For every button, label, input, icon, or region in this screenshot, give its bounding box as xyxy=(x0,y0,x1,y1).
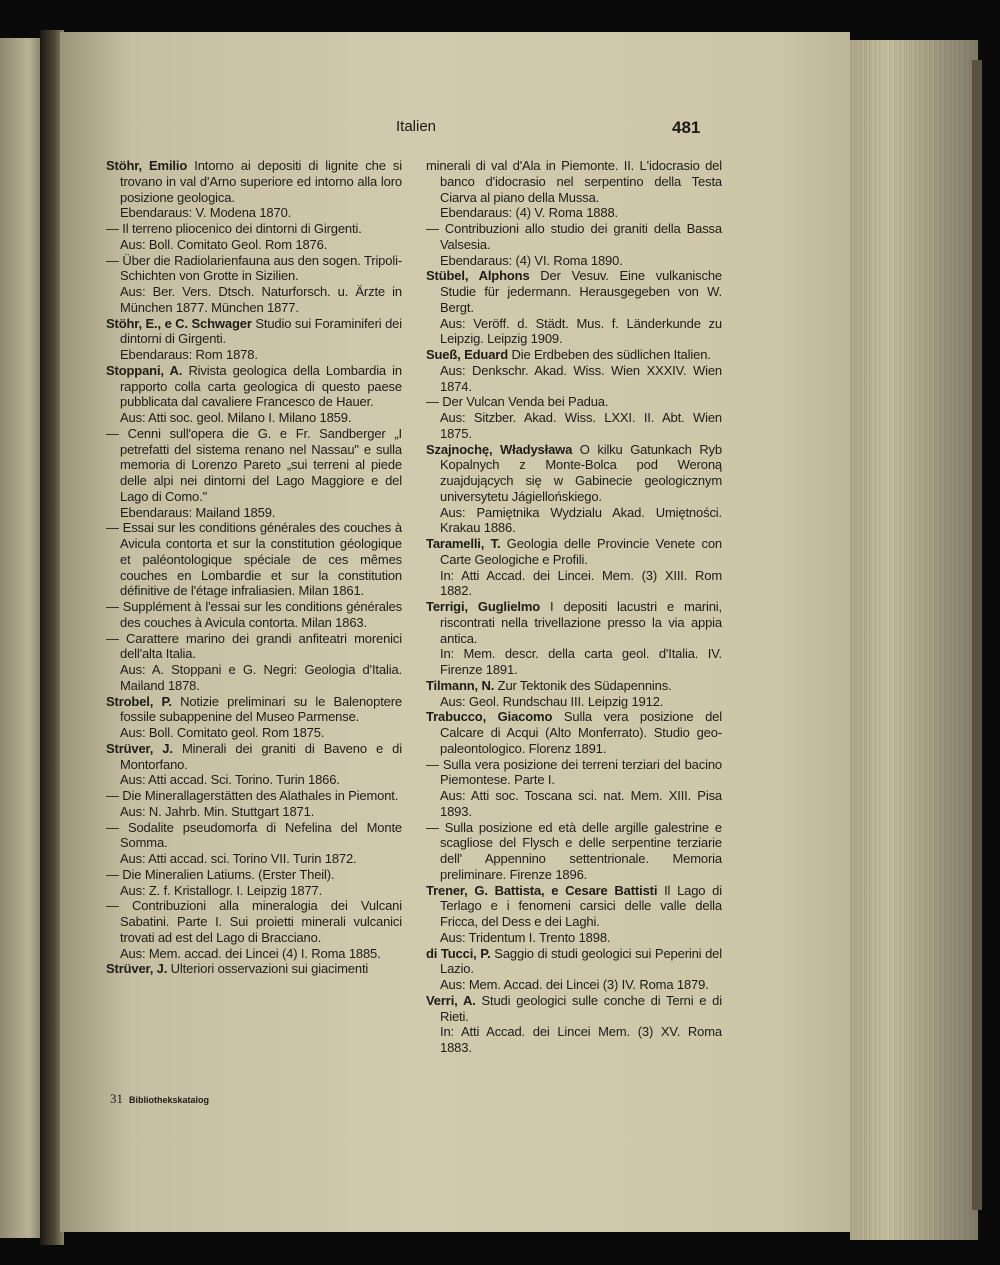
catalog-entry xyxy=(106,426,402,521)
catalog-entry xyxy=(106,599,402,631)
catalog-entry xyxy=(106,820,402,867)
catalog-entry xyxy=(426,158,722,221)
entry-title: Rivista geologica della Lombardia in rapporto colla carta geologica di questo paese pubblicata dal cavaliere Francesco de Hauer. xyxy=(120,362,403,410)
entry-title-line xyxy=(426,709,722,756)
entry-author: Trener, G. Battista, e Cesare Battisti xyxy=(426,882,658,898)
entry-title-line xyxy=(106,898,402,945)
entry-author: Strobel, P. xyxy=(106,693,172,709)
catalog-entry xyxy=(426,347,722,394)
catalog-entry xyxy=(426,442,722,537)
entry-title-line xyxy=(106,694,402,726)
entry-source: Aus: Boll. Comitato Geol. Rom 1876. xyxy=(120,236,328,252)
entry-source: Aus: Mem. Accad. dei Lincei (3) IV. Roma 1879. xyxy=(440,977,709,992)
entry-title-line xyxy=(426,347,722,363)
signature-mark xyxy=(110,1091,209,1107)
catalog-entry xyxy=(106,221,402,253)
entry-author: Verri, A. xyxy=(426,992,476,1008)
catalog-entry xyxy=(426,394,722,441)
entry-source: Aus: Sitzber. Akad. Wiss. LXXI. II. Abt. Wien 1875. xyxy=(440,410,722,441)
running-head: Italien xyxy=(396,118,437,135)
entry-source: Aus: N. Jahrb. Min. Stuttgart 1871. xyxy=(120,803,315,819)
entry-source: Aus: Denkschr. Akad. Wiss. Wien XXXIV. Wien 1874. xyxy=(440,362,722,394)
entry-title: I depositi lacustri e marini, riscontrati nella trivellazione presso la via appia antica. xyxy=(440,599,722,646)
catalog-entry xyxy=(106,253,402,316)
entry-title-line xyxy=(426,394,722,410)
catalog-entry xyxy=(106,788,402,820)
entry-title-line xyxy=(426,993,722,1025)
entry-title: — Essai sur les conditions générales des couches à Avicula contorta et sur la constitution géologique et paléontologique spéciale de ces mêmes couches en Lombardie et sur la constitution définitive de l'étage infraliasien. Milan 1861. xyxy=(106,520,402,599)
entry-title: — Cenni sull'opera die G. e Fr. Sandberger „I petrefatti del sistema renano nel Nassau" e sulla memoria di Lorenzo Pareto „sui terreni al piede delle alpi nei dintorni del Lago Maggiore e del Lago di Como." xyxy=(106,425,402,504)
entry-title-line xyxy=(106,961,402,977)
entry-source: In: Mem. descr. della carta geol. d'Italia. IV. Firenze 1891. xyxy=(440,646,722,677)
entry-title-line xyxy=(106,788,402,804)
catalog-entry xyxy=(426,946,722,993)
catalog-entry xyxy=(426,268,722,347)
catalog-entry xyxy=(426,599,722,678)
entry-author: di Tucci, P. xyxy=(426,945,491,961)
entry-author: Terrigi, Guglielmo xyxy=(426,599,541,614)
entry-title: Studio sui Foraminiferi dei dintorni di Girgenti. xyxy=(120,315,402,347)
entry-title: — Contribuzioni allo studio dei graniti della Bassa Valsesia. xyxy=(426,221,722,252)
entry-source: Aus: Boll. Comitato geol. Rom 1875. xyxy=(120,725,325,740)
entry-source: Aus: Z. f. Kristallogr. I. Leipzig 1877. xyxy=(120,882,323,898)
entry-title-line xyxy=(106,867,402,883)
catalog-entry xyxy=(106,316,402,363)
entry-author: Szajnochę, Władysława xyxy=(426,441,573,457)
entry-title: Ulteriori osservazioni sui giacimenti xyxy=(167,961,369,977)
entry-author: Strüver, J. xyxy=(106,740,173,756)
catalog-entry xyxy=(426,536,722,599)
entry-source: Aus: Veröff. d. Städt. Mus. f. Länderkunde zu Leipzig. Leipzig 1909. xyxy=(440,315,722,347)
entry-author: Sueß, Eduard xyxy=(426,347,508,362)
entry-title-line xyxy=(106,253,402,285)
entry-title: — Contribuzioni alla mineralogia dei Vulcani Sabatini. Parte I. Sui proietti minerali vulcanici trovati ad est del Lago di Bracciano. xyxy=(106,898,402,945)
catalog-entry xyxy=(426,221,722,268)
entry-title-line xyxy=(426,221,722,253)
entry-title-line xyxy=(106,741,402,773)
entry-title: — Sodalite pseudomorfa di Nefelina del Monte Somma. xyxy=(106,819,402,851)
entry-source: Aus: Ber. Vers. Dtsch. Naturforsch. u. Ärzte in München 1877. München 1877. xyxy=(120,284,402,315)
right-column xyxy=(426,158,722,1056)
entry-title-line xyxy=(106,221,402,237)
entry-title: Minerali dei graniti di Baveno e di Montorfano. xyxy=(120,740,402,772)
entry-title: — Supplément à l'essai sur les conditions générales des couches à Avicula contorta. Milan 1863. xyxy=(106,599,402,630)
entry-title: Intorno ai depositi di lignite che si trovano in val d'Arno superiore ed intorno alla loro posizione geologica. xyxy=(120,158,402,205)
entry-title-line xyxy=(106,426,402,505)
entry-title: Geologia delle Provincie Venete con Carte Geologiche e Profili. xyxy=(440,536,722,567)
entry-title-line xyxy=(426,599,722,646)
entry-title-line xyxy=(106,520,402,599)
catalog-entry xyxy=(426,883,722,946)
catalog-entry xyxy=(426,678,722,710)
entry-title: — Sulla vera posizione dei terreni terziari del bacino Piemontese. Parte I. xyxy=(426,756,722,788)
catalog-entry xyxy=(426,757,722,820)
catalog-entry xyxy=(106,898,402,961)
entry-title: — Der Vulcan Venda bei Padua. xyxy=(426,394,609,410)
signature-label: Bibliothekskatalog xyxy=(129,1095,210,1105)
entry-title-line xyxy=(426,268,722,315)
entry-title-line xyxy=(106,631,402,663)
entry-title-line xyxy=(426,757,722,789)
entry-title: Studi geologici sulle conche di Terni e di Rieti. xyxy=(440,992,722,1024)
entry-title-line xyxy=(106,158,402,205)
entry-title: Notizie preliminari su le Balenoptere fossile subappenine del Museo Parmense. xyxy=(120,693,403,725)
entry-author: Stoppani, A. xyxy=(106,362,183,378)
entry-source: Aus: Mem. accad. dei Lincei (4) I. Roma 1885. xyxy=(120,945,381,961)
catalog-entry xyxy=(106,631,402,694)
entry-title: Die Erdbeben des südlichen Italien. xyxy=(508,347,711,362)
entry-title-line xyxy=(106,316,402,348)
catalog-entry xyxy=(426,993,722,1056)
entry-source: Aus: Atti accad. Sci. Torino. Turin 1866. xyxy=(120,772,340,788)
page-edges-shade xyxy=(850,40,978,1240)
entry-title: O kilku Gatunkach Ryb Kopalnych z Monte-Bolca pod Weroną zuajdujących się w Gabinecie geologicznym universytetu Jágiellońskiego. xyxy=(440,441,722,504)
entry-title: — Il terreno pliocenico dei dintorni di Girgenti. xyxy=(106,221,362,236)
signature-number: 31 xyxy=(110,1091,123,1106)
page-number: 481 xyxy=(672,118,701,137)
entry-title: — Über die Radiolarienfauna aus den sogen. Tripoli-Schichten von Grotte in Sizilien. xyxy=(106,252,402,284)
entry-author: Stöhr, E., e C. Schwager xyxy=(106,315,252,331)
catalog-entry xyxy=(426,820,722,883)
entry-source: Ebendaraus: V. Modena 1870. xyxy=(120,205,292,221)
entry-title: — Die Minerallagerstätten des Alathales in Piemont. xyxy=(106,788,399,803)
entry-title-line xyxy=(426,678,722,694)
catalog-entry xyxy=(106,520,402,599)
entry-source: Aus: Geol. Rundschau III. Leipzig 1912. xyxy=(440,693,664,709)
entry-author: Stöhr, Emilio xyxy=(106,158,188,173)
entry-title: — Sulla posizione ed età delle argille galestrine e scagliose del Flysch e delle serpentine terziarie dell' Appennino settentrionale. Memoria preliminare. Firenze 1896. xyxy=(426,819,722,882)
catalog-entry xyxy=(106,741,402,788)
entry-title: Saggio di studi geologici sui Peperini del Lazio. xyxy=(440,945,722,977)
entry-title: — Die Mineralien Latiums. (Erster Theil). xyxy=(106,866,335,882)
entry-title: Sulla vera posizione del Calcare di Acqui (Alto Monferrato). Studio geo-paleontologico. Florenz 1891. xyxy=(440,709,723,756)
catalog-entry xyxy=(106,694,402,741)
entry-title-line xyxy=(106,820,402,852)
book-cover-edge xyxy=(972,60,982,1210)
entry-title-line xyxy=(426,536,722,568)
entry-title-line xyxy=(426,946,722,978)
entry-title-line xyxy=(426,442,722,505)
entry-source: In: Atti Accad. dei Lincei Mem. (3) XV. Roma 1883. xyxy=(440,1024,722,1055)
entry-author: Tilmann, N. xyxy=(426,677,495,693)
entry-source: Aus: Tridentum I. Trento 1898. xyxy=(440,929,611,945)
entry-source: Ebendaraus: Mailand 1859. xyxy=(120,504,276,520)
entry-source: Aus: Atti soc. geol. Milano I. Milano 1859. xyxy=(120,410,352,425)
entry-source: In: Atti Accad. dei Lincei. Mem. (3) XIII. Rom 1882. xyxy=(440,567,722,599)
entry-source: Aus: Atti accad. sci. Torino VII. Turin 1872. xyxy=(120,851,357,866)
entry-title-line xyxy=(106,599,402,631)
entry-author: Stübel, Alphons xyxy=(426,268,530,284)
catalog-entry xyxy=(426,709,722,756)
entry-author: Strüver, J. xyxy=(106,961,168,977)
entry-title: Il Lago di Terlago e i fenomeni carsici delle valle della Fricca, del Dess e dei Laghi. xyxy=(440,882,722,929)
catalog-entry xyxy=(106,363,402,426)
entry-author: Trabucco, Giacomo xyxy=(426,709,553,725)
entry-title: minerali di val d'Ala in Piemonte. II. L'idocrasio del banco d'idocrasio nel serpentino della Testa Ciarva al piano della Mussa. xyxy=(426,158,722,205)
entry-title-line xyxy=(426,820,722,883)
entry-source: Ebendaraus: Rom 1878. xyxy=(120,347,258,362)
catalog-entry xyxy=(106,961,402,977)
entry-title: — Carattere marino dei grandi anfiteatri morenici dell'alta Italia. xyxy=(106,630,402,662)
entry-source: Ebendaraus: (4) VI. Roma 1890. xyxy=(440,252,623,268)
entry-source: Ebendaraus: (4) V. Roma 1888. xyxy=(440,205,619,221)
entry-source: Aus: Pamiętnika Wydzialu Akad. Umiętności. Krakau 1886. xyxy=(440,504,722,536)
entry-title-line xyxy=(426,883,722,930)
entry-title-line xyxy=(426,158,722,205)
entry-title-line xyxy=(106,363,402,410)
catalog-entry xyxy=(106,158,402,221)
left-column xyxy=(106,158,402,977)
entry-source: Aus: Atti soc. Toscana sci. nat. Mem. XIII. Pisa 1893. xyxy=(440,788,722,819)
entry-title: Der Vesuv. Eine vulkanische Studie für jedermann. Herausgegeben von W. Bergt. xyxy=(440,268,722,315)
entry-author: Taramelli, T. xyxy=(426,536,501,551)
entry-title: Zur Tektonik des Südapennins. xyxy=(494,677,672,693)
catalog-entry xyxy=(106,867,402,899)
entry-source: Aus: A. Stoppani e G. Negri: Geologia d'Italia. Mailand 1878. xyxy=(120,662,402,693)
